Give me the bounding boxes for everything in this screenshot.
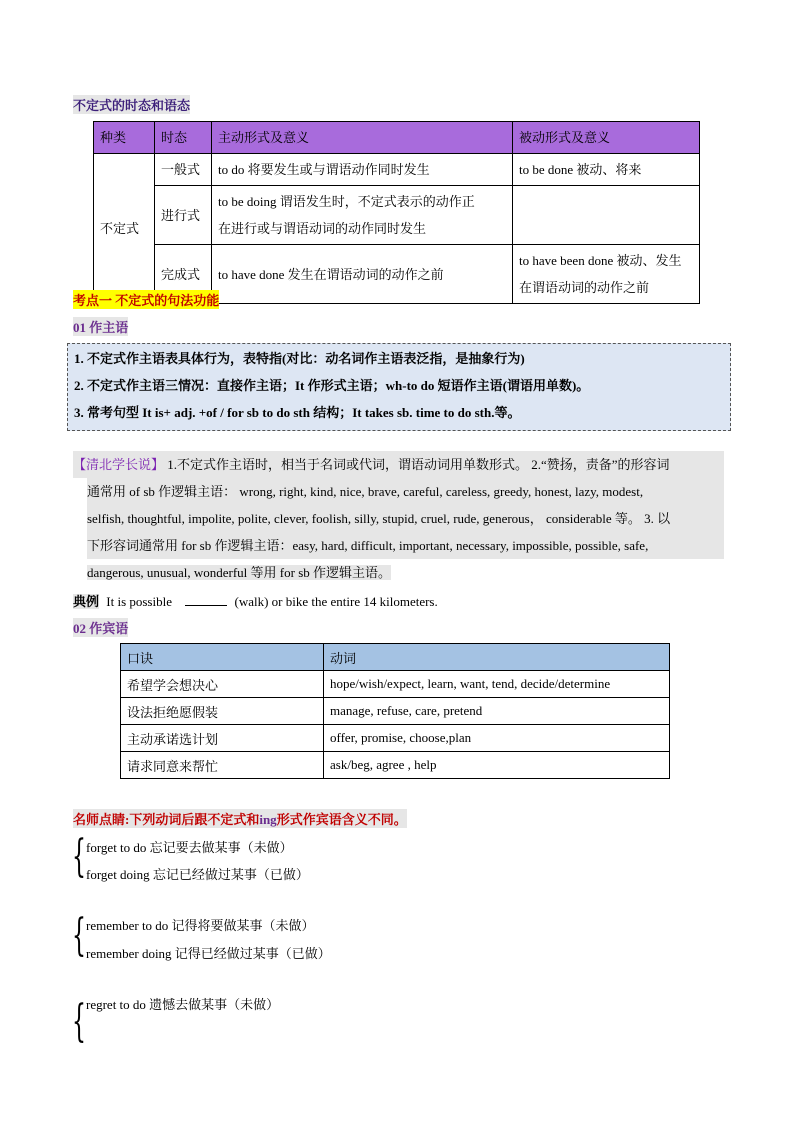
pair-a: regret to do 遗憾去做某事（未做） (86, 997, 280, 1012)
passive-line: to have been done 被动、发生 (519, 253, 682, 268)
tip-label: 【清北学长说】 (73, 457, 165, 472)
verb-table (120, 643, 670, 779)
note-text: 名师点睛:下列动词后跟不定式和 (73, 812, 260, 827)
passive-cell (513, 245, 700, 304)
mnemonic-cell: 设法拒绝愿假装 (121, 698, 324, 725)
tip-line (73, 451, 724, 478)
active-cell: to do 将要发生或与谓语动作同时发生 (212, 154, 513, 186)
active-line: to be doing 谓语发生时，不定式表示的动作正 (218, 194, 475, 209)
header-cell: 口诀 (121, 644, 324, 671)
kaodian-heading: 考点一 不定式的句法功能 (73, 290, 219, 309)
active-cell: to have done 发生在谓语动词的动作之前 (212, 245, 513, 304)
example-before: It is possible (106, 594, 172, 609)
tense-cell: 进行式 (155, 186, 212, 245)
header-cell: 动词 (324, 644, 670, 671)
sub-heading-subject: 01 作主语 (73, 317, 128, 336)
passive-cell: to be done 被动、将来 (513, 154, 700, 186)
table-row (121, 725, 670, 752)
tip-line: selfish, thoughtful, impolite, polite, clever, foolish, silly, stupid, cruel, rude, generous， considerable 等。 3. 以 (87, 505, 724, 532)
table-header-row (121, 644, 670, 671)
header-cell: 种类 (94, 122, 155, 154)
example-label: 典例 (73, 594, 100, 609)
passive-line: 在谓语动词的动作之前 (519, 280, 650, 295)
table-row (121, 671, 670, 698)
example-line (73, 591, 438, 610)
point-item: 2. 不定式作主语三情况：直接作主语；It 作形式主语；wh-to do 短语作主语(谓语用单数)。 (74, 378, 590, 393)
mnemonic-cell: 请求同意来帮忙 (121, 752, 324, 779)
pair-b: remember doing 记得已经做过某事（已做） (86, 946, 331, 961)
answer-blank[interactable] (185, 605, 227, 606)
note-ing: ing (259, 812, 277, 827)
pair-b: forget doing 忘记已经做过某事（已做） (86, 867, 309, 882)
verbs-cell: manage, refuse, care, pretend (324, 698, 670, 725)
point-item: 3. 常考句型 It is+ adj. +of / for sb to do sth 结构；It takes sb. time to do sth.等。 (74, 405, 521, 420)
brace-icon: { (72, 910, 86, 961)
points-box (67, 343, 731, 431)
table-row (94, 186, 700, 245)
table-header-row (94, 122, 700, 154)
point-item: 1. 不定式作主语表具体行为，表特指(对比：动名词作主语表泛指，是抽象行为) (74, 351, 525, 366)
sub-heading-object: 02 作宾语 (73, 618, 128, 637)
table-row (121, 752, 670, 779)
tip-text: 1.不定式作主语时，相当于名词或代词，谓语动词用单数形式。 2.“赞扬，责备”的形容词 (167, 457, 670, 472)
note-text: 形式作宾语含义不同。 (276, 812, 407, 827)
verbs-cell: hope/wish/expect, learn, want, tend, decide/determine (324, 671, 670, 698)
header-cell: 主动形式及意义 (212, 122, 513, 154)
mnemonic-cell: 希望学会想决心 (121, 671, 324, 698)
table-row (121, 698, 670, 725)
tip-line (87, 559, 724, 586)
table-row (94, 154, 700, 186)
tense-table (93, 121, 700, 304)
example-after: (walk) or bike the entire 14 kilometers. (234, 594, 438, 609)
tip-line: 下形容词通常用 for sb 作逻辑主语：easy, hard, difficult, important, necessary, impossible, possible, safe, (87, 532, 724, 559)
teacher-note (73, 809, 407, 828)
tense-cell: 一般式 (155, 154, 212, 186)
tip-text: dangerous, unusual, wonderful 等用 for sb 作逻辑主语。 (87, 565, 392, 580)
header-cell: 被动形式及意义 (513, 122, 700, 154)
pair-a: remember to do 记得将要做某事（未做） (86, 918, 315, 933)
header-cell: 时态 (155, 122, 212, 154)
mnemonic-cell: 主动承诺选计划 (121, 725, 324, 752)
active-line: 在进行或与谓语动词的动作同时发生 (218, 221, 427, 236)
active-cell (212, 186, 513, 245)
verbs-cell: offer, promise, choose,plan (324, 725, 670, 752)
tip-line: 通常用 of sb 作逻辑主语： wrong, right, kind, nice, brave, careful, careless, greedy, honest, lazy, modest, (87, 478, 724, 505)
tense-cell: 完成式 (155, 245, 212, 304)
pair-a: forget to do 忘记要去做某事（未做） (86, 840, 293, 855)
section-title: 不定式的时态和语态 (73, 95, 190, 114)
passive-cell (513, 186, 700, 245)
brace-icon: { (72, 831, 86, 882)
verbs-cell: ask/beg, agree , help (324, 752, 670, 779)
brace-icon: { (72, 996, 86, 1047)
category-cell: 不定式 (94, 154, 155, 304)
tip-paragraph (73, 451, 724, 586)
